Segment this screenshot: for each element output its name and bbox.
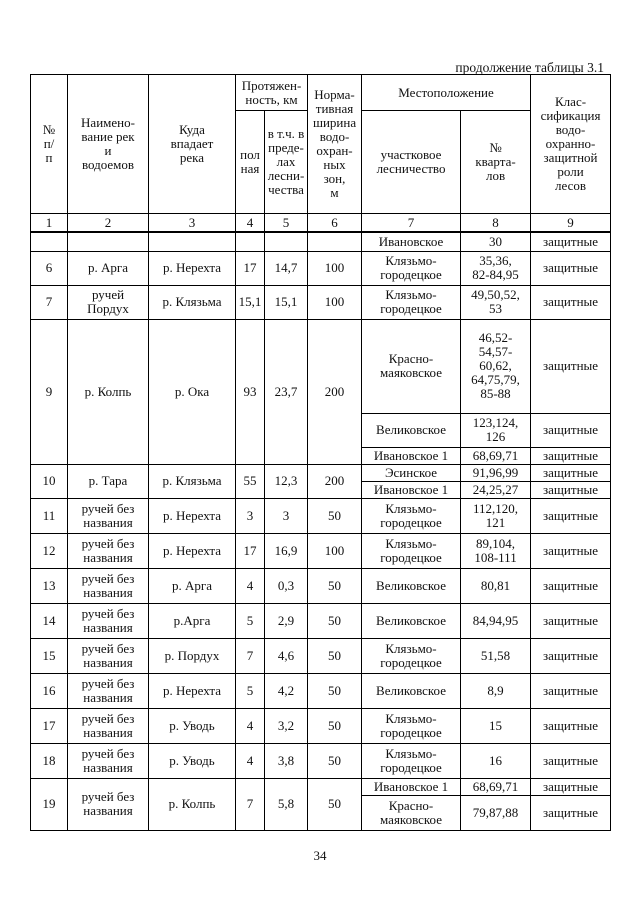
protection-zone-width: 50 bbox=[308, 498, 362, 533]
forestry-name: Клязьмо- городецкое bbox=[362, 251, 461, 285]
length-full bbox=[236, 232, 265, 251]
forestry-name: Великовское bbox=[362, 413, 461, 447]
length-in-forestry: 5,8 bbox=[265, 778, 308, 830]
classification: защитные bbox=[531, 638, 611, 673]
forestry-name: Ивановское 1 bbox=[362, 447, 461, 464]
column-number: 6 bbox=[308, 214, 362, 233]
length-in-forestry: 4,6 bbox=[265, 638, 308, 673]
table-row bbox=[31, 743, 611, 778]
quarters: 68,69,71 bbox=[461, 778, 531, 795]
column-number-row bbox=[31, 214, 611, 233]
classification: защитные bbox=[531, 568, 611, 603]
header-where: Куда впадает река bbox=[149, 75, 236, 214]
length-full: 17 bbox=[236, 533, 265, 568]
flows-into: р. Нерехта bbox=[149, 251, 236, 285]
water-body-name: ручей без названия bbox=[68, 743, 149, 778]
header-classification: Клас- сификация водо- охранно- защитной роли лесов bbox=[531, 75, 611, 214]
water-body-name: р. Колпь bbox=[68, 319, 149, 464]
forestry-name: Великовское bbox=[362, 673, 461, 708]
table-row bbox=[31, 708, 611, 743]
water-body-name: ручей Пордух bbox=[68, 285, 149, 319]
length-full: 55 bbox=[236, 464, 265, 498]
table-row bbox=[31, 568, 611, 603]
column-number: 1 bbox=[31, 214, 68, 233]
table-row bbox=[31, 232, 611, 251]
water-body-name: ручей без названия bbox=[68, 568, 149, 603]
water-body-name: р. Арга bbox=[68, 251, 149, 285]
classification: защитные bbox=[531, 319, 611, 413]
length-in-forestry: 3,2 bbox=[265, 708, 308, 743]
row-number: 13 bbox=[31, 568, 68, 603]
length-full: 7 bbox=[236, 638, 265, 673]
header-name: Наимено- вание рек и водоемов bbox=[68, 75, 149, 214]
forestry-name: Клязьмо- городецкое bbox=[362, 638, 461, 673]
protection-zone-width: 50 bbox=[308, 708, 362, 743]
length-full: 4 bbox=[236, 708, 265, 743]
length-in-forestry: 15,1 bbox=[265, 285, 308, 319]
table-row bbox=[31, 673, 611, 708]
classification: защитные bbox=[531, 464, 611, 481]
column-number: 2 bbox=[68, 214, 149, 233]
protection-zone-width: 200 bbox=[308, 464, 362, 498]
flows-into: р. Клязьма bbox=[149, 464, 236, 498]
length-in-forestry: 2,9 bbox=[265, 603, 308, 638]
page-number: 34 bbox=[313, 848, 327, 863]
water-body-name: р. Тара bbox=[68, 464, 149, 498]
flows-into: р. Нерехта bbox=[149, 498, 236, 533]
header-length-full: пол ная bbox=[236, 111, 265, 214]
forestry-name: Красно- маяковское bbox=[362, 795, 461, 830]
flows-into: р. Арга bbox=[149, 568, 236, 603]
length-full: 5 bbox=[236, 603, 265, 638]
row-number bbox=[31, 232, 68, 251]
header-location: Местоположение bbox=[362, 75, 531, 111]
forestry-name: Клязьмо- городецкое bbox=[362, 708, 461, 743]
classification: защитные bbox=[531, 447, 611, 464]
classification: защитные bbox=[531, 708, 611, 743]
table-row bbox=[31, 603, 611, 638]
length-in-forestry: 12,3 bbox=[265, 464, 308, 498]
quarters: 30 bbox=[461, 232, 531, 251]
water-body-name: ручей без названия bbox=[68, 708, 149, 743]
table-caption: продолжение таблицы 3.1 bbox=[455, 60, 604, 75]
water-protection-table bbox=[30, 74, 611, 831]
classification: защитные bbox=[531, 778, 611, 795]
table-row bbox=[31, 778, 611, 795]
quarters: 51,58 bbox=[461, 638, 531, 673]
quarters: 89,104, 108-111 bbox=[461, 533, 531, 568]
classification: защитные bbox=[531, 673, 611, 708]
column-number: 9 bbox=[531, 214, 611, 233]
length-in-forestry bbox=[265, 232, 308, 251]
length-in-forestry: 16,9 bbox=[265, 533, 308, 568]
water-body-name: ручей без названия bbox=[68, 603, 149, 638]
length-full: 3 bbox=[236, 498, 265, 533]
classification: защитные bbox=[531, 285, 611, 319]
protection-zone-width: 200 bbox=[308, 319, 362, 464]
water-body-name: ручей без названия bbox=[68, 638, 149, 673]
classification: защитные bbox=[531, 603, 611, 638]
flows-into bbox=[149, 232, 236, 251]
length-in-forestry: 3 bbox=[265, 498, 308, 533]
forestry-name: Клязьмо- городецкое bbox=[362, 498, 461, 533]
protection-zone-width: 50 bbox=[308, 603, 362, 638]
table-row bbox=[31, 533, 611, 568]
length-full: 4 bbox=[236, 743, 265, 778]
classification: защитные bbox=[531, 481, 611, 498]
quarters: 24,25,27 bbox=[461, 481, 531, 498]
quarters: 91,96,99 bbox=[461, 464, 531, 481]
header-length-inside: в т.ч. в преде- лах лесни- чества bbox=[265, 111, 308, 214]
water-body-name: ручей без названия bbox=[68, 498, 149, 533]
forestry-name: Ивановское bbox=[362, 232, 461, 251]
length-in-forestry: 3,8 bbox=[265, 743, 308, 778]
column-number: 8 bbox=[461, 214, 531, 233]
column-number: 3 bbox=[149, 214, 236, 233]
row-number: 14 bbox=[31, 603, 68, 638]
flows-into: р. Ока bbox=[149, 319, 236, 464]
quarters: 112,120, 121 bbox=[461, 498, 531, 533]
length-in-forestry: 14,7 bbox=[265, 251, 308, 285]
flows-into: р. Уводь bbox=[149, 708, 236, 743]
row-number: 19 bbox=[31, 778, 68, 830]
flows-into: р.Арга bbox=[149, 603, 236, 638]
table-body bbox=[31, 214, 611, 831]
table-row bbox=[31, 464, 611, 481]
row-number: 17 bbox=[31, 708, 68, 743]
table-row bbox=[31, 638, 611, 673]
quarters: 46,52- 54,57- 60,62, 64,75,79, 85-88 bbox=[461, 319, 531, 413]
quarters: 16 bbox=[461, 743, 531, 778]
row-number: 10 bbox=[31, 464, 68, 498]
header-quarters: № кварта- лов bbox=[461, 111, 531, 214]
quarters: 35,36, 82-84,95 bbox=[461, 251, 531, 285]
row-number: 9 bbox=[31, 319, 68, 464]
protection-zone-width bbox=[308, 232, 362, 251]
row-number: 16 bbox=[31, 673, 68, 708]
quarters: 79,87,88 bbox=[461, 795, 531, 830]
classification: защитные bbox=[531, 232, 611, 251]
column-number: 5 bbox=[265, 214, 308, 233]
flows-into: р. Нерехта bbox=[149, 673, 236, 708]
length-in-forestry: 0,3 bbox=[265, 568, 308, 603]
column-number: 4 bbox=[236, 214, 265, 233]
water-body-name: ручей без названия bbox=[68, 533, 149, 568]
protection-zone-width: 50 bbox=[308, 638, 362, 673]
water-body-name bbox=[68, 232, 149, 251]
flows-into: р. Клязьма bbox=[149, 285, 236, 319]
table-row bbox=[31, 285, 611, 319]
protection-zone-width: 100 bbox=[308, 285, 362, 319]
protection-zone-width: 50 bbox=[308, 743, 362, 778]
length-full: 7 bbox=[236, 778, 265, 830]
flows-into: р. Колпь bbox=[149, 778, 236, 830]
classification: защитные bbox=[531, 533, 611, 568]
flows-into: р. Уводь bbox=[149, 743, 236, 778]
row-number: 7 bbox=[31, 285, 68, 319]
forestry-name: Великовское bbox=[362, 568, 461, 603]
water-body-name: ручей без названия bbox=[68, 778, 149, 830]
protection-zone-width: 50 bbox=[308, 673, 362, 708]
forestry-name: Ивановское 1 bbox=[362, 481, 461, 498]
quarters: 68,69,71 bbox=[461, 447, 531, 464]
header-number: № п/ п bbox=[31, 75, 68, 214]
column-number: 7 bbox=[362, 214, 461, 233]
protection-zone-width: 100 bbox=[308, 533, 362, 568]
length-in-forestry: 4,2 bbox=[265, 673, 308, 708]
forestry-name: Клязьмо- городецкое bbox=[362, 285, 461, 319]
row-number: 12 bbox=[31, 533, 68, 568]
length-full: 4 bbox=[236, 568, 265, 603]
table-row bbox=[31, 498, 611, 533]
protection-zone-width: 100 bbox=[308, 251, 362, 285]
classification: защитные bbox=[531, 743, 611, 778]
table-row bbox=[31, 251, 611, 285]
row-number: 11 bbox=[31, 498, 68, 533]
protection-zone-width: 50 bbox=[308, 778, 362, 830]
quarters: 49,50,52, 53 bbox=[461, 285, 531, 319]
header-forestry: участковое лесничество bbox=[362, 111, 461, 214]
forestry-name: Великовское bbox=[362, 603, 461, 638]
row-number: 15 bbox=[31, 638, 68, 673]
table-row bbox=[31, 319, 611, 413]
length-full: 17 bbox=[236, 251, 265, 285]
row-number: 6 bbox=[31, 251, 68, 285]
row-number: 18 bbox=[31, 743, 68, 778]
length-full: 15,1 bbox=[236, 285, 265, 319]
forestry-name: Клязьмо- городецкое bbox=[362, 743, 461, 778]
classification: защитные bbox=[531, 795, 611, 830]
header-length: Протяжен- ность, км bbox=[236, 75, 308, 111]
flows-into: р. Нерехта bbox=[149, 533, 236, 568]
classification: защитные bbox=[531, 413, 611, 447]
water-body-name: ручей без названия bbox=[68, 673, 149, 708]
length-full: 93 bbox=[236, 319, 265, 464]
forestry-name: Клязьмо- городецкое bbox=[362, 533, 461, 568]
quarters: 15 bbox=[461, 708, 531, 743]
flows-into: р. Пордух bbox=[149, 638, 236, 673]
classification: защитные bbox=[531, 251, 611, 285]
protection-zone-width: 50 bbox=[308, 568, 362, 603]
classification: защитные bbox=[531, 498, 611, 533]
quarters: 84,94,95 bbox=[461, 603, 531, 638]
quarters: 123,124, 126 bbox=[461, 413, 531, 447]
forestry-name: Эсинское bbox=[362, 464, 461, 481]
quarters: 8,9 bbox=[461, 673, 531, 708]
forestry-name: Ивановское 1 bbox=[362, 778, 461, 795]
length-full: 5 bbox=[236, 673, 265, 708]
length-in-forestry: 23,7 bbox=[265, 319, 308, 464]
forestry-name: Красно- маяковское bbox=[362, 319, 461, 413]
quarters: 80,81 bbox=[461, 568, 531, 603]
header-width: Норма- тивная ширина водо- охран- ных зон, м bbox=[308, 75, 362, 214]
